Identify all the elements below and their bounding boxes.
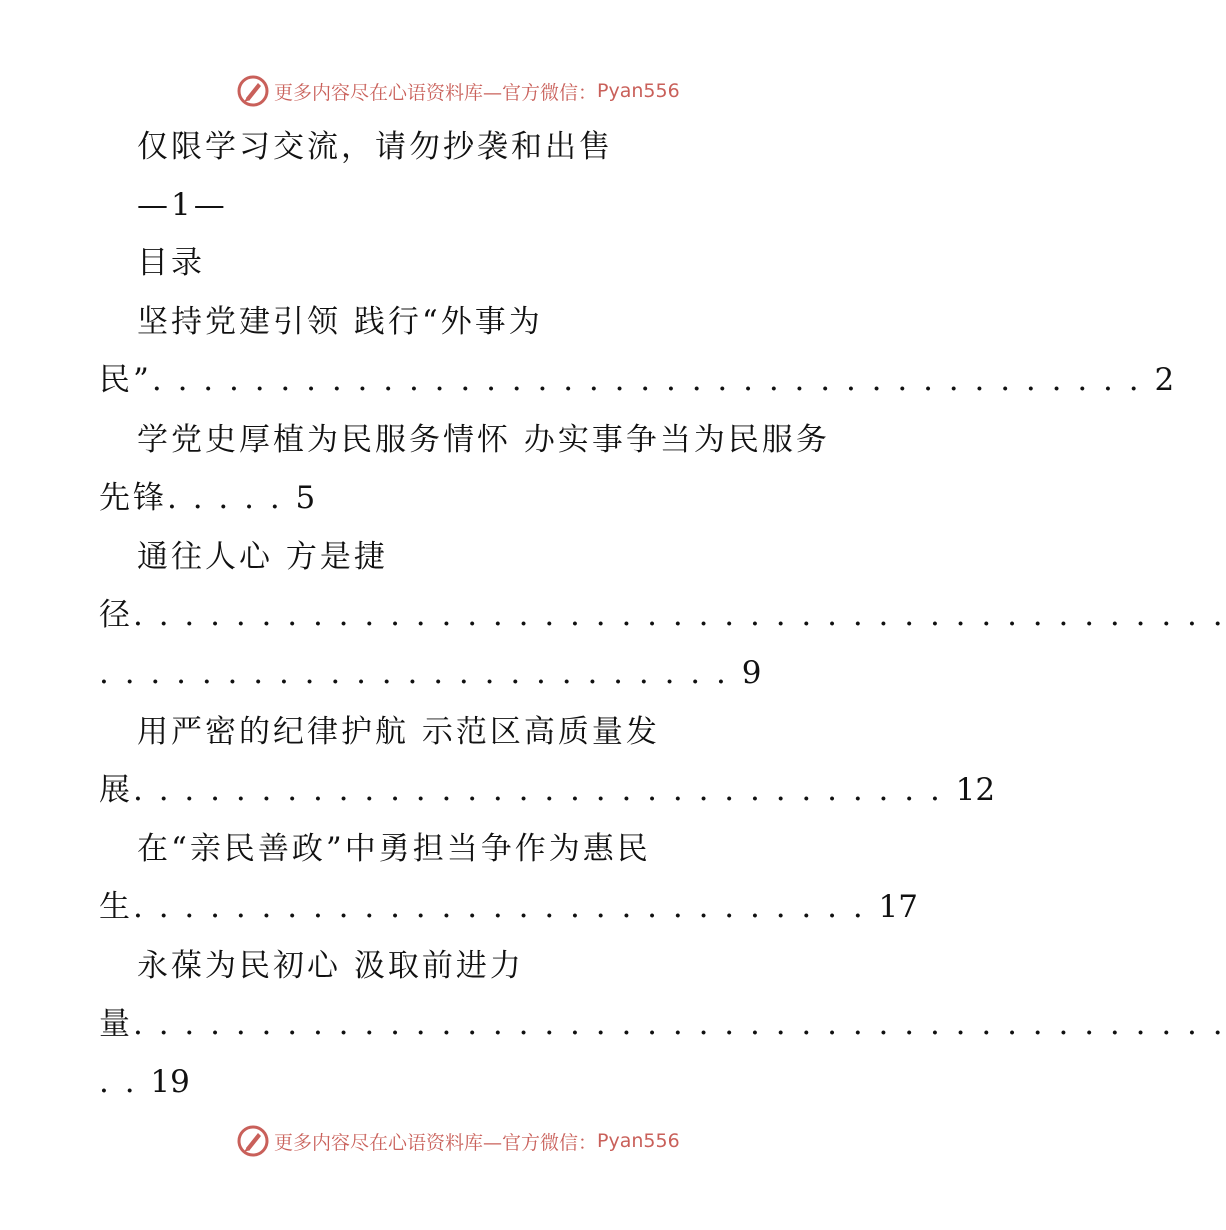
toc-entry-continuation: 展 [99, 772, 133, 808]
toc-entry-continuation: 先锋 [99, 480, 167, 516]
toc-entry-continuation: 径 [99, 597, 133, 633]
toc-dot-leader: . . . . . . . . . . . . . . . . . . . . . . . . . . . . . . . . . . . . . . . . . . . [133, 597, 1226, 633]
toc-entry-title: 学党史厚植为民服务情怀 办实事争当为民服务 [137, 422, 830, 458]
toc-dot-leader: . . . . . . . . . . . . . . . . . . . . . . . . . . . . . . . . . . . . . . . [151, 362, 1155, 398]
toc-page-number: 9 [741, 655, 762, 691]
toc-page-number: 5 [295, 480, 316, 516]
toc-entry-leader-line [99, 887, 918, 927]
toc-page-number: 2 [1154, 362, 1175, 398]
toc-dot-leader: . . . . . [167, 480, 296, 516]
toc-entry-leader-line [99, 595, 1226, 635]
watermark-text: 更多内容尽在心语资料库—官方微信： [274, 81, 598, 104]
toc-page-number: 17 [878, 889, 918, 925]
toc-entry-title: 在“亲民善政”中勇担当争作为惠民 [137, 831, 651, 867]
toc-entry-continuation: 量 [99, 1006, 133, 1042]
toc-dot-leader: . . . . . . . . . . . . . . . . . . . . . . . . . . . . . . . . [133, 772, 956, 808]
watermark-account: Pyan556 [597, 1130, 680, 1152]
toc-entry-continuation: 生 [99, 889, 133, 925]
toc-title: 目录 [137, 245, 205, 281]
toc-page-number: 12 [955, 772, 996, 808]
toc-entry-title: 用严密的纪律护航 示范区高质量发 [137, 714, 660, 750]
toc-entry-title: 通往人心 方是捷 [137, 539, 388, 575]
page-marker: —1— [137, 187, 228, 223]
toc-dot-leader: . . [99, 1064, 151, 1100]
toc-dot-leader: . . . . . . . . . . . . . . . . . . . . . . . . . . . . . [133, 889, 879, 925]
toc-dot-leader: . . . . . . . . . . . . . . . . . . . . . . . . . . . . . . . . . . . . . . . . . . . [133, 1006, 1226, 1042]
pen-logo-icon [236, 1124, 270, 1158]
toc-entry-leader-line-2 [99, 1062, 190, 1102]
toc-entry-title: 坚持党建引领 践行“外事为 [137, 304, 543, 340]
toc-entry-leader-line [99, 770, 995, 810]
toc-dot-leader: . . . . . . . . . . . . . . . . . . . . . . . . . [99, 655, 742, 691]
watermark-banner-top [0, 71, 950, 111]
pen-logo-icon [236, 74, 270, 108]
watermark-banner-bottom [0, 1121, 950, 1161]
toc-entry-leader-line [99, 478, 315, 518]
toc-entry-leader-line-2 [99, 653, 761, 693]
toc-entry-title: 永葆为民初心 汲取前进力 [137, 948, 524, 984]
toc-entry-leader-line [99, 1004, 1226, 1044]
watermark-text: 更多内容尽在心语资料库—官方微信： [274, 1131, 598, 1154]
toc-page-number: 19 [150, 1064, 190, 1100]
toc-entry-continuation: 民” [99, 362, 152, 398]
watermark-account: Pyan556 [597, 80, 680, 102]
toc-entry-leader-line [99, 360, 1174, 400]
usage-notice: 仅限学习交流，请勿抄袭和出售 [137, 129, 613, 165]
